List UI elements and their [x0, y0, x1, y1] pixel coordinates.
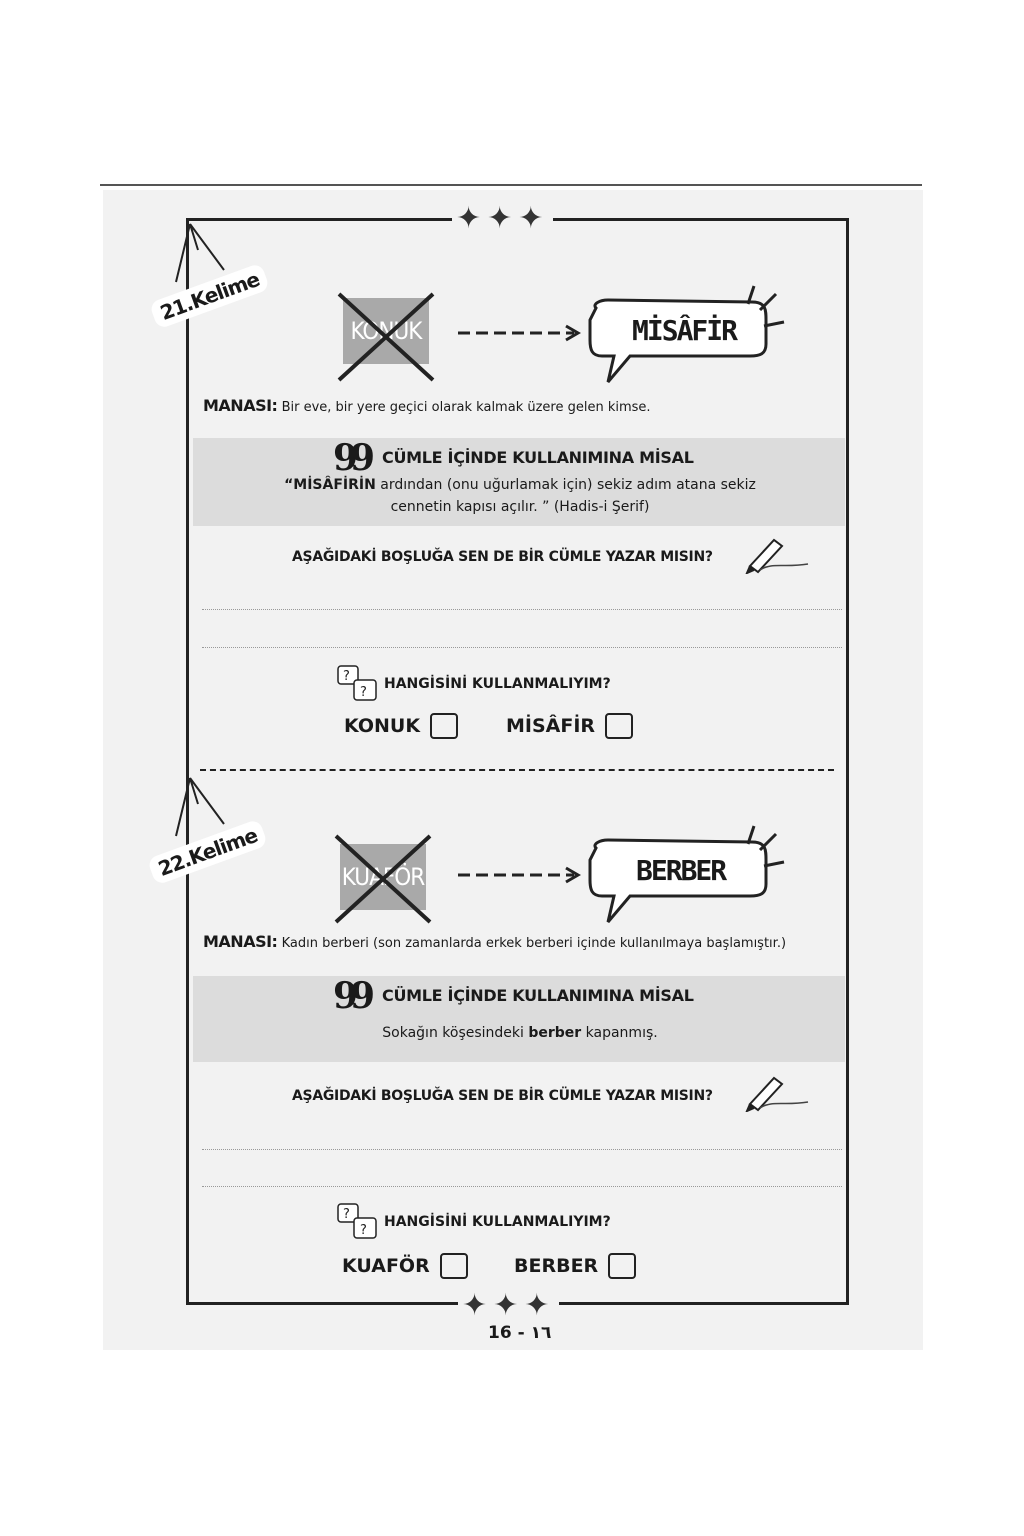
option-checkbox[interactable]	[608, 1253, 636, 1279]
crossed-word: KUAFÖR	[340, 844, 426, 910]
arrow-icon	[456, 322, 584, 344]
writing-line[interactable]	[202, 609, 842, 610]
example-text-pre: Sokağın köşesindeki	[382, 1025, 529, 1041]
option-misafir[interactable]	[506, 713, 633, 739]
option-label: MİSÂFİR	[506, 715, 596, 737]
write-prompt: AŞAĞIDAKİ BOŞLUĞA SEN DE BİR CÜMLE YAZAR MISIN?	[292, 1088, 713, 1104]
option-label: KUAFÖR	[342, 1255, 430, 1277]
option-checkbox[interactable]	[605, 713, 633, 739]
svg-text:?: ?	[360, 685, 367, 700]
example-heading: CÜMLE İÇİNDE KULLANIMINA MİSAL	[382, 448, 694, 467]
sparkle-bottom-icon: ✦✦✦	[458, 1291, 559, 1321]
example-sentence	[250, 1022, 790, 1044]
svg-text:?: ?	[343, 669, 350, 684]
example-text-line2: cennetin kapısı açılır. ” (Hadis-i Şerif)	[390, 499, 650, 515]
option-label: KONUK	[344, 715, 421, 737]
writing-line[interactable]	[202, 1149, 842, 1150]
option-kuafor[interactable]	[342, 1253, 468, 1279]
meaning-text: Kadın berberi (son zamanlarda erkek berberi içinde kullanılmaya başlamıştır.)	[281, 936, 787, 951]
writing-line[interactable]	[202, 1186, 842, 1187]
sparkle-top-icon: ✦✦✦	[452, 204, 553, 234]
option-konuk[interactable]	[344, 713, 458, 739]
option-label: BERBER	[514, 1255, 599, 1277]
correct-word: MİSÂFİR	[632, 314, 737, 347]
example-sentence	[250, 474, 790, 518]
writing-line[interactable]	[202, 647, 842, 648]
section-divider	[200, 769, 834, 771]
word-number-tag: 21.Kelime	[149, 262, 271, 329]
choice-question: HANGİSİNİ KULLANMALIYIM?	[384, 676, 611, 692]
example-text-post: kapanmış.	[581, 1025, 658, 1041]
cross-out-icon	[333, 288, 439, 386]
example-heading: CÜMLE İÇİNDE KULLANIMINA MİSAL	[382, 986, 694, 1005]
meaning-text: Bir eve, bir yere geçici olarak kalmak üzere gelen kimse.	[281, 400, 651, 415]
top-rule	[100, 184, 922, 186]
correct-word: BERBER	[636, 854, 726, 887]
page-number: 16 - ١٦	[488, 1323, 552, 1343]
svg-text:?: ?	[360, 1223, 367, 1238]
question-bubbles-icon	[336, 664, 380, 704]
example-bold-word: berber	[528, 1025, 582, 1041]
pencil-icon	[744, 1072, 810, 1112]
quote-icon: 99	[333, 437, 368, 479]
word-number-tag: 22.Kelime	[147, 818, 269, 885]
crossed-word: KONUK	[343, 298, 429, 364]
option-checkbox[interactable]	[440, 1253, 468, 1279]
option-berber[interactable]	[514, 1253, 636, 1279]
cross-out-icon	[330, 830, 436, 928]
write-prompt: AŞAĞIDAKİ BOŞLUĞA SEN DE BİR CÜMLE YAZAR MISIN?	[292, 549, 713, 565]
example-text-line1: ardından (onu uğurlamak için) sekiz adım atana sekiz	[375, 477, 756, 493]
example-bold-word: “MİSÂFİRİN	[284, 477, 376, 493]
meaning	[203, 396, 651, 415]
meaning-label: MANASI:	[203, 396, 278, 415]
arrow-icon	[456, 864, 584, 886]
pencil-icon	[744, 534, 810, 574]
choice-question: HANGİSİNİ KULLANMALIYIM?	[384, 1214, 611, 1230]
meaning	[203, 932, 786, 951]
svg-text:?: ?	[343, 1207, 350, 1222]
meaning-label: MANASI:	[203, 932, 278, 951]
quote-icon: 99	[333, 975, 368, 1017]
question-bubbles-icon	[336, 1202, 380, 1242]
option-checkbox[interactable]	[430, 713, 458, 739]
